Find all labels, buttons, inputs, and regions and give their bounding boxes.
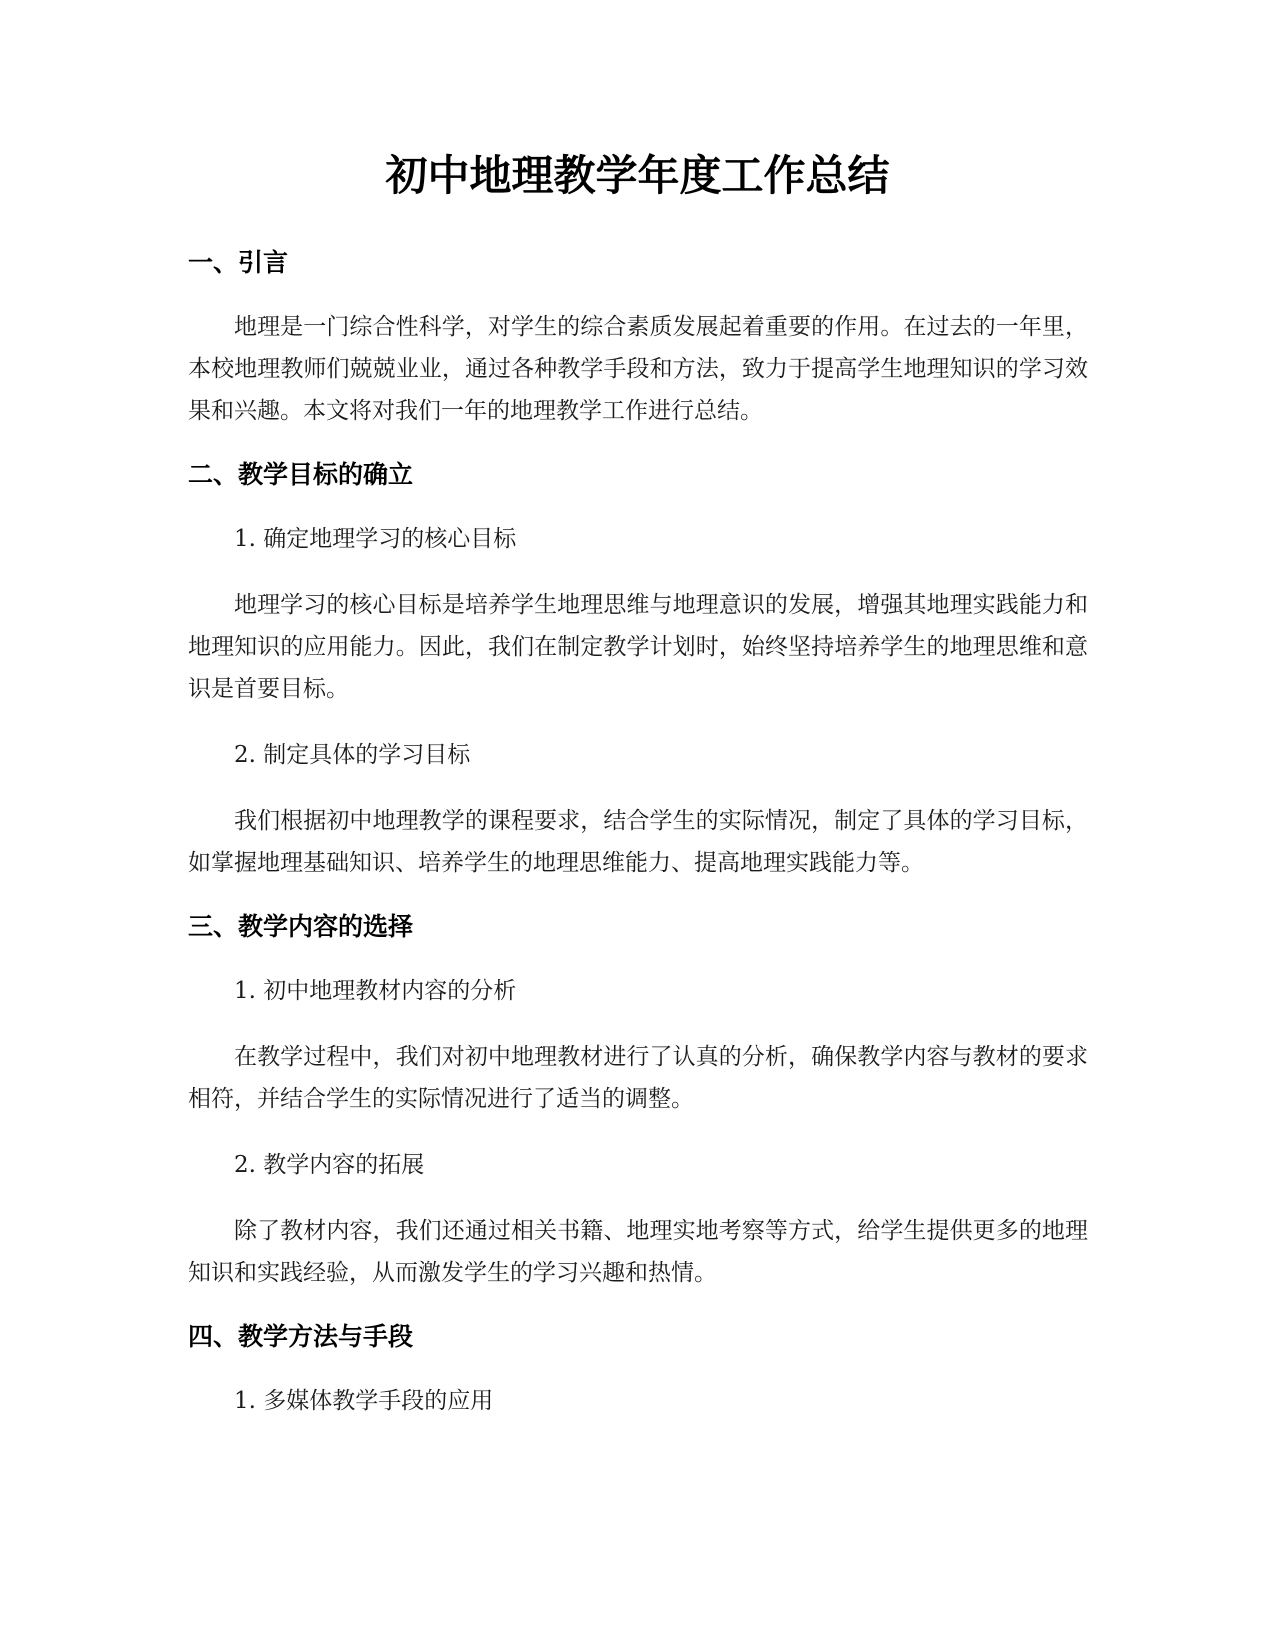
subheading-content-extension: 2. 教学内容的拓展 bbox=[234, 1152, 425, 1178]
paragraph-textbook-analysis: 在教学过程中，我们对初中地理教材进行了认真的分析，确保教学内容与教材的要求相符，并结合学生的实际情况进行了适当的调整。 bbox=[188, 1044, 1088, 1112]
subheading-specific-goal: 2. 制定具体的学习目标 bbox=[234, 742, 471, 768]
paragraph-content-extension: 除了教材内容，我们还通过相关书籍、地理实地考察等方式，给学生提供更多的地理知识和实践经验，从而激发学生的学习兴趣和热情。 bbox=[188, 1218, 1088, 1286]
paragraph-intro: 地理是一门综合性科学，对学生的综合素质发展起着重要的作用。在过去的一年里，本校地理教师们兢兢业业，通过各种教学手段和方法，致力于提高学生地理知识的学习效果和兴趣。本文将对我们一年的地理教学工作进行总结。 bbox=[188, 314, 1088, 424]
paragraph-core-goal: 地理学习的核心目标是培养学生地理思维与地理意识的发展，增强其地理实践能力和地理知识的应用能力。因此，我们在制定教学计划时，始终坚持培养学生的地理思维和意识是首要目标。 bbox=[188, 592, 1088, 702]
section-heading-methods: 四、教学方法与手段 bbox=[188, 1322, 414, 1351]
document-body bbox=[188, 246, 1088, 1446]
paragraph-specific-goal: 我们根据初中地理教学的课程要求，结合学生的实际情况，制定了具体的学习目标，如掌握地理基础知识、培养学生的地理思维能力、提高地理实践能力等。 bbox=[188, 808, 1088, 876]
section-heading-content: 三、教学内容的选择 bbox=[188, 912, 414, 941]
section-heading-intro: 一、引言 bbox=[188, 248, 289, 277]
subheading-textbook-analysis: 1. 初中地理教材内容的分析 bbox=[234, 978, 517, 1004]
subheading-multimedia: 1. 多媒体教学手段的应用 bbox=[234, 1388, 494, 1414]
subheading-core-goal: 1. 确定地理学习的核心目标 bbox=[234, 526, 517, 552]
section-heading-goals: 二、教学目标的确立 bbox=[188, 460, 414, 489]
document-title: 初中地理教学年度工作总结 bbox=[385, 151, 890, 200]
